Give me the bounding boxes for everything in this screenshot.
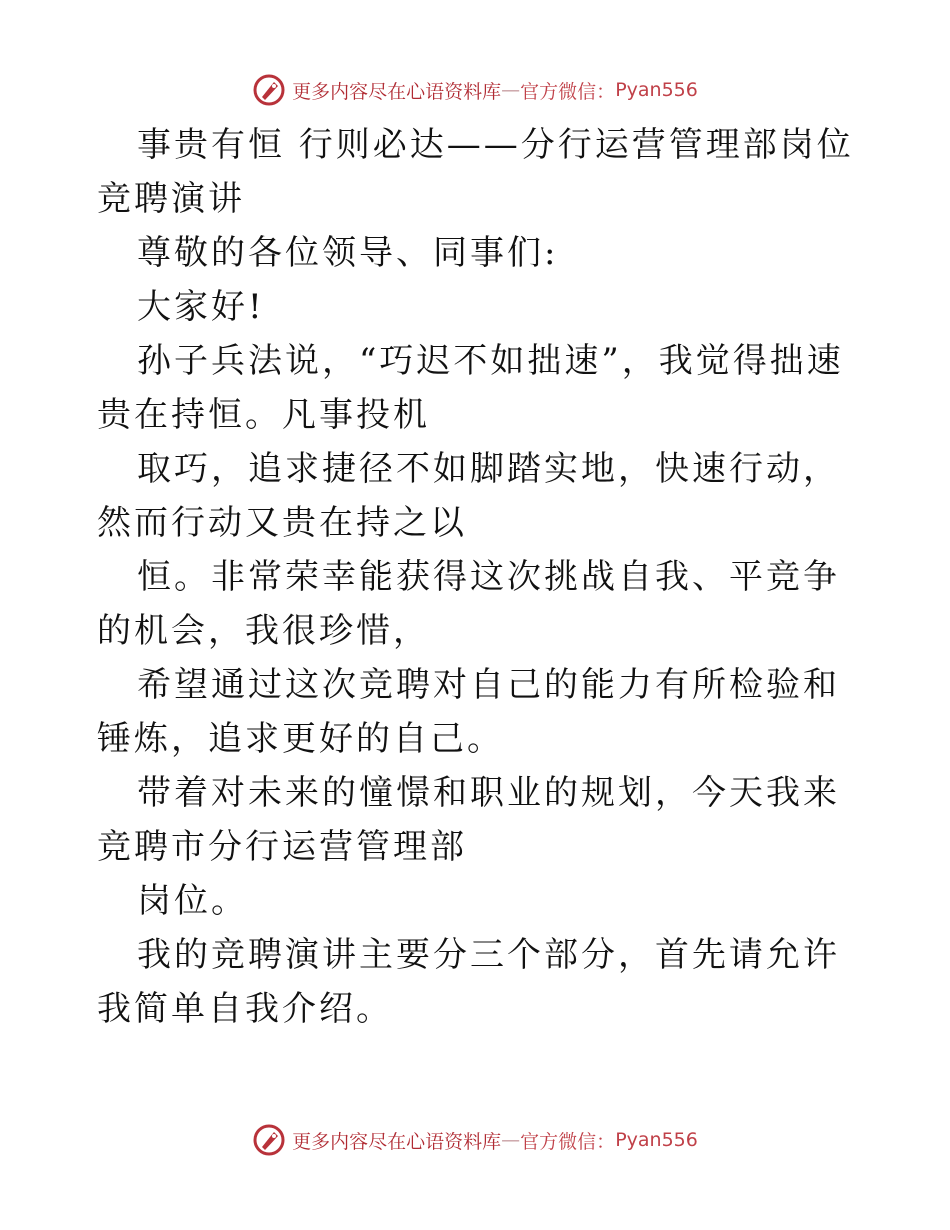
paragraph-4: 希望通过这次竞聘对自己的能力有所检验和锤炼，追求更好的自己。 — [97, 665, 840, 759]
pen-nib-logo-icon — [252, 1123, 286, 1157]
paragraph-7: 我的竞聘演讲主要分三个部分，首先请允许我简单自我介绍。 — [97, 935, 840, 1029]
watermark-wechat-id: Pyan556 — [615, 79, 698, 101]
paragraph-2: 取巧，追求捷径不如脚踏实地，快速行动，然而行动又贵在持之以 — [97, 449, 840, 543]
watermark-wechat-label: 官方微信： — [520, 1130, 616, 1153]
watermark-wechat-id: Pyan556 — [615, 1129, 698, 1151]
paragraph-salutation: 尊敬的各位领导、同事们: — [137, 233, 559, 273]
document-title: 事贵有恒 行则必达——分行运营管理部岗位竞聘演讲 — [97, 125, 854, 219]
footer-watermark — [0, 1120, 950, 1160]
paragraph-5: 带着对未来的憧憬和职业的规划，今天我来竞聘市分行运营管理部 — [97, 773, 840, 867]
watermark-brand-text: 更多内容尽在心语资料库 — [292, 1130, 502, 1153]
header-watermark — [0, 70, 950, 110]
watermark-separator: — — [501, 1129, 521, 1151]
watermark-separator: — — [501, 79, 521, 101]
paragraph-1: 孙子兵法说，“巧迟不如拙速”，我觉得拙速贵在持恒。凡事投机 — [97, 341, 844, 435]
pen-nib-logo-icon — [252, 73, 286, 107]
paragraph-6: 岗位。 — [137, 881, 248, 921]
paragraph-3: 恒。非常荣幸能获得这次挑战自我、平竞争的机会，我很珍惜， — [97, 557, 840, 651]
watermark-brand-text: 更多内容尽在心语资料库 — [292, 80, 502, 103]
watermark-wechat-label: 官方微信： — [520, 80, 616, 103]
document-body — [97, 118, 857, 1036]
paragraph-greeting: 大家好! — [137, 287, 265, 327]
